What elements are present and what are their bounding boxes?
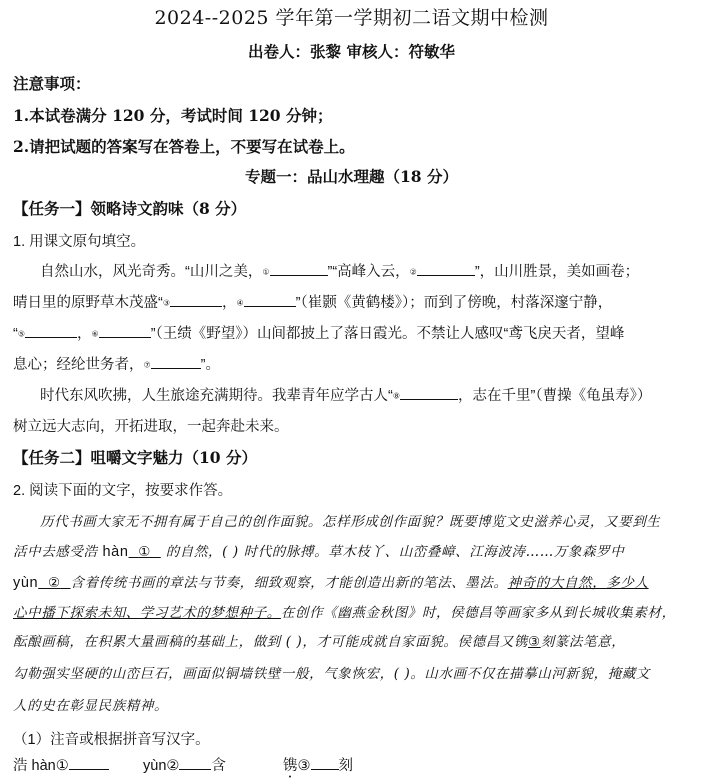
text: 的自然，( ) 时代的脉搏。草木枝丫、山峦叠嶂、江海波涛……万象森罗中	[160, 544, 625, 560]
text: 息心；经纶世务者，	[13, 357, 144, 373]
underlined-sentence: 心中播下探索未知、学习艺术的梦想种子。	[13, 605, 281, 621]
passage-line-1: 历代书画大家无不拥有属于自己的创作面貌。怎样形成创作面貌？既要博览文史滋养心灵，又要到生	[40, 514, 661, 530]
notice-item-1: 1.本试卷满分 120 分，考试时间 120 分钟；	[13, 106, 333, 125]
text: 含着传统书画的章法与节奏，细致观察，才能创造出新的笔法、墨法。	[70, 575, 508, 591]
answer-3	[283, 754, 353, 781]
blank-line[interactable]	[25, 324, 77, 338]
passage-line-4	[13, 601, 676, 621]
notice-heading: 注意事项：	[13, 74, 91, 93]
blank-line[interactable]	[99, 324, 151, 338]
text: 刻	[338, 758, 353, 774]
text: ”（崔颢《黄鹤楼》）；而到了傍晚，村落深邃宁静，	[295, 295, 613, 311]
exam-title: 2024--2025 学年第一学期初二语文期中检测	[154, 7, 549, 29]
answer-2	[143, 754, 226, 775]
blank-number: ②	[166, 758, 180, 774]
text: 自然山水，风光奇秀。“山川之美，	[40, 264, 263, 280]
blank-number: ③	[528, 634, 541, 650]
passage-line-6: 勾勒强实坚硬的山峦巨石，画面似铜墙铁壁一般，气象恢宏，( )。山水画不仅在描摹山河新貌，掩藏文	[13, 666, 651, 682]
text: ”。	[200, 357, 221, 373]
answer-blank[interactable]	[311, 756, 339, 770]
blank-number: ①	[55, 758, 69, 774]
text: ，	[77, 326, 92, 342]
text: ”“高峰入云，	[327, 264, 410, 280]
blank-number: ①	[138, 544, 151, 560]
passage-line-2	[13, 540, 624, 560]
text: 在创作《幽燕金秋图》时，侯德昌等画家多从到长城收集素材，	[280, 605, 676, 621]
fill-line-5	[40, 384, 651, 405]
answer-blank[interactable]	[179, 756, 211, 770]
passage-line-7: 人的史在彰显民族精神。	[13, 698, 169, 714]
blank-line[interactable]	[400, 386, 458, 400]
blank-number: ⑦	[143, 360, 151, 370]
passage-line-3	[13, 571, 649, 591]
blank-number: ③	[162, 298, 170, 308]
text: 镌	[283, 758, 298, 774]
text: ”，山川胜景，美如画卷；	[474, 264, 640, 280]
blank-line[interactable]	[417, 262, 475, 276]
question-1: 1. 用课文原句填空。	[13, 234, 146, 250]
answer-blank[interactable]	[69, 756, 109, 770]
blank-number: ②	[47, 575, 61, 591]
text: yùn	[143, 758, 167, 774]
sub-question-1: （1）注音或根据拼音写汉字。	[13, 732, 210, 748]
text: “	[13, 326, 18, 342]
blank-line[interactable]	[270, 262, 328, 276]
answer-1	[13, 754, 109, 775]
question-2: 2. 阅读下面的文字，按要求作答。	[13, 483, 233, 499]
task2-title: 【任务二】咀嚼文字魅力（10 分）	[13, 448, 257, 467]
underlined-sentence: 神奇的大自然，多少人	[507, 575, 649, 591]
fill-line-2	[13, 291, 612, 312]
blank-number: ⑤	[17, 329, 26, 339]
blank-number: ①	[262, 267, 270, 277]
text: 酝酿画稿，在积累大量画稿的基础上，做到 ( )，才可能成就自家面貌。侯德昌又镌	[13, 634, 529, 650]
notice-item-2: 2.请把试题的答案写在答卷上，不要写在试卷上。	[13, 137, 355, 156]
fill-line-1	[40, 260, 639, 281]
text: 晴日里的原野草木茂盛“	[13, 295, 163, 311]
text: 刻篆法笔意，	[540, 634, 626, 650]
text: ，	[222, 295, 237, 311]
text: 时代东风吹拂，人生旅途充满期待。我辈青年应学古人“	[40, 388, 393, 404]
blank-number: ②	[409, 267, 417, 277]
exam-setters: 出卷人：张黎 审核人：符敏华	[248, 42, 455, 61]
blank-line[interactable]	[244, 293, 296, 307]
blank-number: ⑧	[392, 391, 400, 401]
fill-line-6: 树立远大志向，开拓进取，一起奔赴未来。	[13, 419, 289, 435]
pinyin: hàn	[102, 544, 129, 560]
text: 浩 hàn	[13, 758, 56, 774]
blank-line[interactable]	[170, 293, 222, 307]
passage-line-5	[13, 630, 625, 650]
blank-line[interactable]	[151, 355, 201, 369]
text: 活中去感受浩	[13, 544, 103, 560]
blank-number: ④	[236, 298, 244, 308]
task1-title: 【任务一】领略诗文韵味（8 分）	[13, 199, 247, 218]
blank-number: ③	[297, 758, 311, 774]
text: 含	[211, 758, 226, 774]
blank-number: ⑥	[91, 329, 99, 339]
fill-line-4	[13, 353, 220, 374]
text: ，志在千里”（曹操《龟虽寿》）	[458, 388, 652, 404]
fill-line-3	[13, 322, 624, 343]
pinyin: yùn	[13, 575, 39, 591]
text: ”（王绩《野望》）山间都披上了落日霞光。不禁让人感叹“鸢飞戾天者，望峰	[150, 326, 625, 342]
topic-heading: 专题一：品山水理趣（18 分）	[245, 167, 458, 186]
